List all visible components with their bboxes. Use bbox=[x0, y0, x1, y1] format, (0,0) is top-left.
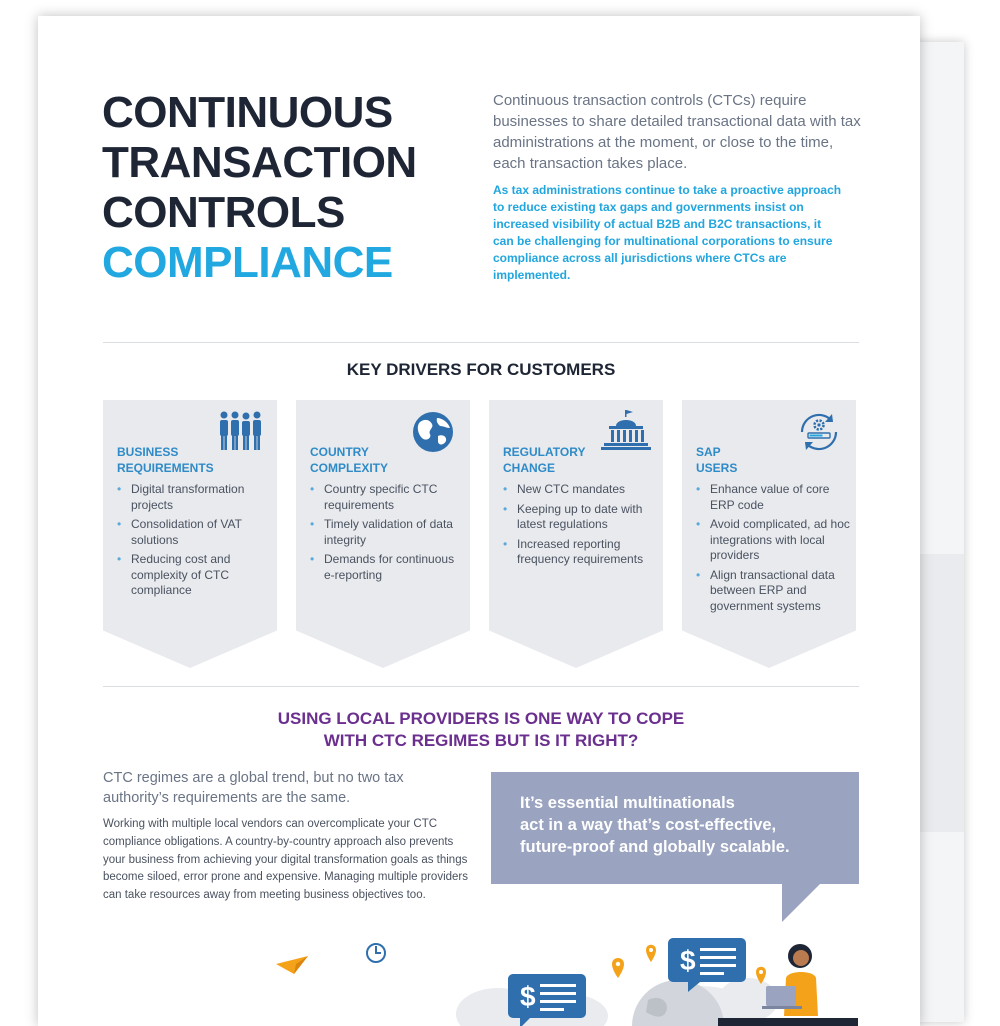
divider-middle bbox=[103, 686, 859, 687]
quote-text bbox=[520, 792, 850, 858]
list-item: • Consolidation of VAT solutions bbox=[117, 517, 271, 548]
list-item: • Reducing cost and complexity of CTC compliance bbox=[117, 552, 271, 599]
providers-lead: CTC regimes are a global trend, but no two tax authority’s requirements are the same. bbox=[103, 770, 404, 806]
list-item: • Increased reporting frequency requirements bbox=[503, 537, 657, 568]
card-title-line: COMPLEXITY bbox=[310, 461, 389, 475]
driver-card-regulatory bbox=[489, 400, 663, 668]
providers-heading-line: USING LOCAL PROVIDERS IS ONE WAY TO COPE bbox=[277, 709, 685, 728]
paper-plane-icon bbox=[276, 956, 308, 974]
list-item: • Demands for continuous e-reporting bbox=[310, 552, 464, 583]
providers-body: Working with multiple local vendors can overcomplicate your CTC compliance obligations. A country-by-country approach also prevents your business from achieving your digital transformation goals as things become siloed, error prone and expensive. Managing multiple providers can take resources away from meeting business objectives too. bbox=[103, 818, 469, 902]
card-list bbox=[310, 482, 464, 587]
global-network-illustration bbox=[268, 916, 868, 1026]
card-list bbox=[503, 482, 657, 572]
providers-heading-line: WITH CTC REGIMES BUT IS IT RIGHT? bbox=[323, 731, 639, 750]
card-title-line: CHANGE bbox=[503, 461, 556, 475]
document-page bbox=[38, 16, 920, 1026]
card-list bbox=[696, 482, 850, 618]
list-item: • Digital transformation projects bbox=[117, 482, 271, 513]
divider-top bbox=[103, 342, 859, 343]
card-title bbox=[503, 444, 613, 476]
quote-callout bbox=[491, 772, 859, 884]
intro-highlight: As tax administrations continue to take a proactive approach to reduce existing tax gaps and governments insist on increased visibility of actual B2B and B2C transactions, it can be challenging for multinational corporations to ensure compliance across all jurisdictions where CTCs are implemented. bbox=[493, 183, 842, 282]
quote-line: It’s essential multinationals bbox=[520, 794, 735, 812]
card-title bbox=[310, 444, 420, 476]
driver-card-country bbox=[296, 400, 470, 668]
driver-card-sap bbox=[682, 400, 856, 668]
quote-line: act in a way that’s cost-effective, bbox=[520, 816, 777, 834]
drivers-heading: KEY DRIVERS FOR CUSTOMERS bbox=[346, 360, 616, 379]
providers-heading bbox=[103, 708, 859, 752]
list-item: • Enhance value of core ERP code bbox=[696, 482, 850, 513]
card-title-line: REGULATORY bbox=[503, 445, 586, 459]
intro-paragraph: Continuous transaction controls (CTCs) require businesses to share detailed transactional data with tax administrations at the moment, or close to the time, each transaction takes place. bbox=[493, 92, 861, 172]
clock-icon bbox=[367, 944, 385, 962]
list-item: • Keeping up to date with latest regulations bbox=[503, 502, 657, 533]
list-item: • Country specific CTC requirements bbox=[310, 482, 464, 513]
card-title-line: REQUIREMENTS bbox=[117, 461, 214, 475]
driver-card-business bbox=[103, 400, 277, 668]
card-title-line: COUNTRY bbox=[310, 445, 369, 459]
card-title-line: USERS bbox=[696, 461, 738, 475]
page-title bbox=[102, 88, 482, 288]
card-title bbox=[696, 444, 806, 476]
title-line-4: COMPLIANCE bbox=[102, 238, 393, 287]
svg-text:$: $ bbox=[520, 981, 536, 1012]
quote-line: future-proof and globally scalable. bbox=[520, 838, 790, 856]
card-title-line: SAP bbox=[696, 445, 721, 459]
list-item: • Avoid complicated, ad hoc integrations with local providers bbox=[696, 517, 850, 564]
list-item: • Timely validation of data integrity bbox=[310, 517, 464, 548]
card-list bbox=[117, 482, 271, 603]
title-line-2: TRANSACTION bbox=[102, 138, 417, 187]
title-line-1: CONTINUOUS bbox=[102, 88, 393, 137]
list-item: • New CTC mandates bbox=[503, 482, 657, 498]
list-item: • Align transactional data between ERP and government systems bbox=[696, 568, 850, 615]
title-line-3: CONTROLS bbox=[102, 188, 345, 237]
card-title-line: BUSINESS bbox=[117, 445, 179, 459]
svg-text:$: $ bbox=[680, 945, 696, 976]
card-title bbox=[117, 444, 227, 476]
